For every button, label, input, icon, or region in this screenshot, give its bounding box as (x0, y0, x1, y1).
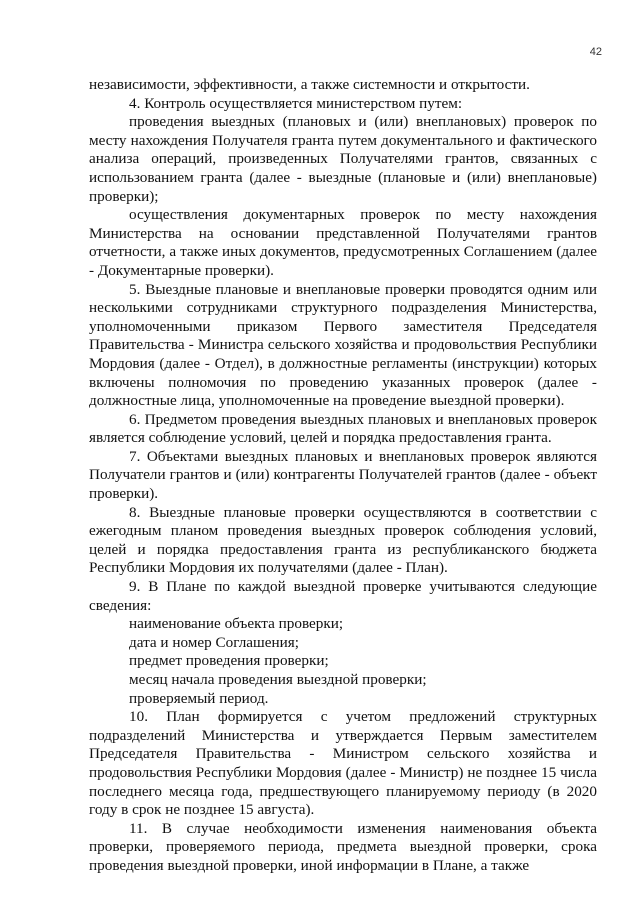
paragraph-6: 6. Предметом проведения выездных плановых и внеплановых проверок является соблюдение условий, целей и порядка предоставления гранта. (89, 410, 597, 447)
paragraph-continuation: независимости, эффективности, а также системности и открытости. (89, 76, 530, 93)
paragraph-4-documentary: осуществления документарных проверок по месту нахождения Министерства на основании представленной Получателями грантов отчетности, а также иных документов, предусмотренных Соглашением (далее - Документарные проверки). (89, 206, 597, 279)
paragraph-5: 5. Выездные плановые и внеплановые проверки проводятся одним или несколькими сотрудниками структурного подразделения Министерства, уполномоченными приказом Первого заместителя Председателя Правительства - Министра сельского хозяйства и продовольствия Республики Мордовия (далее - Отдел), в должностные регламенты (инструкции) которых включены полномочия по проведению указанных проверок (далее - должностные лица, уполномоченные на проведение выездной проверки). (89, 280, 597, 410)
paragraph-11: 11. В случае необходимости изменения наименования объекта проверки, проверяемого периода, предмета выездной проверки, срока проведения выездной проверки, иной информации в Плане, а также (89, 819, 597, 874)
document-body (89, 76, 597, 876)
paragraph-4-onsite: проведения выездных (плановых и (или) внеплановых) проверок по месту нахождения Получателя гранта путем документального и фактического анализа операций, произведенных Получателями грантов, связанных с использованием гранта (далее - выездные (плановые и (или) внеплановые) проверки); (89, 113, 597, 205)
page-number: 42 (589, 46, 602, 58)
paragraph-7: 7. Объектами выездных плановых и внеплановых проверок являются Получатели грантов и (или) контрагенты Получателей грантов (далее - объект проверки). (89, 447, 597, 503)
list-item-period: проверяемый период. (129, 689, 269, 707)
paragraph-10: 10. План формируется с учетом предложений структурных подразделений Министерства и утверждается Первым заместителем Председателя Правительства - Министром сельского хозяйства и продовольствия Республики Мордовия (далее - Министр) не позднее 15 числа последнего месяца года, предшествующего планируемому периоду (в 2020 году в срок не позднее 15 августа). (89, 708, 597, 819)
list-item-agreement: дата и номер Соглашения; (129, 633, 299, 651)
paragraph-4: 4. Контроль осуществляется министерством путем: (129, 94, 463, 112)
list-item-subject: предмет проведения проверки; (129, 652, 329, 670)
paragraph-8: 8. Выездные плановые проверки осуществляются в соответствии с ежегодным планом проведения выездных проверок соблюдения условий, целей и порядка предоставления гранта из республиканского бюджета Республики Мордовия их получателями (далее - План). (89, 503, 597, 577)
list-item-month: месяц начала проведения выездной проверки; (129, 671, 427, 688)
paragraph-9: 9. В Плане по каждой выездной проверке учитываются следующие сведения: (89, 578, 597, 614)
list-item-object: наименование объекта проверки; (129, 615, 344, 633)
